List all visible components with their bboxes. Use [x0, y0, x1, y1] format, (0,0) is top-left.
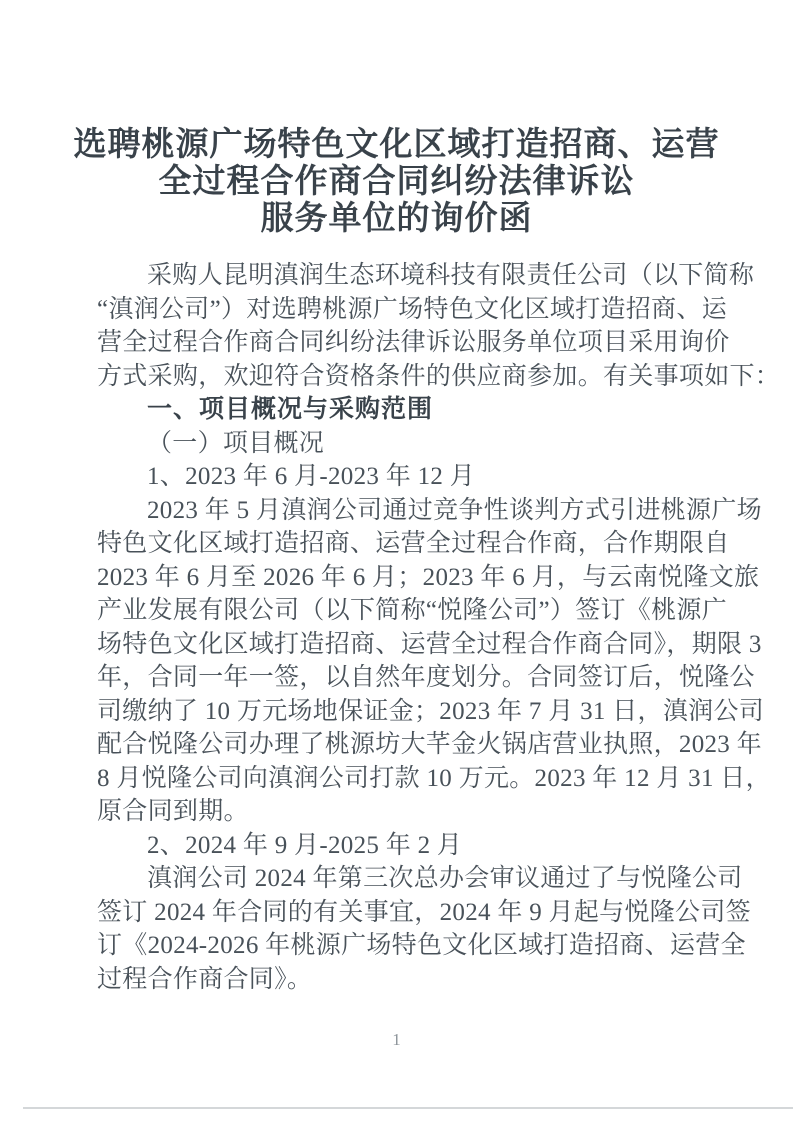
- document-text-line: 方式采购，欢迎符合资格条件的供应商参加。有关事项如下：: [97, 362, 781, 390]
- title-line-3: 服务单位的询价函: [260, 201, 533, 237]
- document-text-line: 营全过程合作商合同纠纷法律诉讼服务单位项目采用询价: [97, 329, 730, 356]
- scan-edge-shadow: [23, 1107, 793, 1109]
- document-text-line: “滇润公司”）对选聘桃源广场特色文化区域打造招商、运: [97, 295, 727, 323]
- document-text-line: 签订 2024 年合同的有关事宜，2024 年 9 月起与悦隆公司签: [97, 898, 751, 926]
- document-text-line: 特色文化区域打造招商、运营全过程合作商，合作期限自: [97, 530, 730, 557]
- document-text-line: （一）项目概况: [147, 429, 325, 457]
- document-text-line: 1、2023 年 6 月-2023 年 12 月: [147, 463, 476, 490]
- document-text-line: 订《2024-2026 年桃源广场特色文化区域打造招商、运营全: [97, 932, 746, 959]
- document-text-line: 滇润公司 2024 年第三次总办会审议通过了与悦隆公司: [147, 865, 743, 892]
- document-text-line: 配合悦隆公司办理了桃源坊大芊金火锅店营业执照，2023 年: [97, 731, 762, 758]
- document-text-line: 2023 年 6 月至 2026 年 6 月；2023 年 6 月，与云南悦隆文旅: [97, 563, 760, 591]
- title-line-2: 全过程合作商合同纠纷法律诉讼: [158, 164, 635, 200]
- document-title: [45, 127, 748, 238]
- document-text-line: 8 月悦隆公司向滇润公司打款 10 万元。2023 年 12 月 31 日，: [97, 764, 771, 792]
- document-text-line: 采购人昆明滇润生态环境科技有限责任公司（以下简称: [147, 262, 755, 289]
- document-body: [97, 259, 781, 996]
- document-text-line: 年，合同一年一签，以自然年度划分。合同签订后，悦隆公: [97, 664, 755, 691]
- title-line-1: 选聘桃源广场特色文化区域打造招商、运营: [73, 127, 720, 163]
- document-text-line: 场特色文化区域打造招商、运营全过程合作商合同》，期限 3: [97, 630, 762, 658]
- document-text-line: 司缴纳了 10 万元场地保证金；2023 年 7 月 31 日，滇润公司: [97, 697, 765, 725]
- page-number: 1: [392, 1030, 401, 1049]
- document-text-line: 产业发展有限公司（以下简称“悦隆公司”）签订《桃源广: [97, 597, 727, 624]
- document-text-line: 原合同到期。: [97, 798, 249, 825]
- document-text-line: 2023 年 5 月滇润公司通过竞争性谈判方式引进桃源广场: [147, 496, 762, 524]
- section-heading-line: 一、项目概况与采购范围: [147, 396, 434, 423]
- document-text-line: 2、2024 年 9 月-2025 年 2 月: [147, 831, 463, 859]
- document-text-line: 过程合作商合同》。: [97, 965, 313, 993]
